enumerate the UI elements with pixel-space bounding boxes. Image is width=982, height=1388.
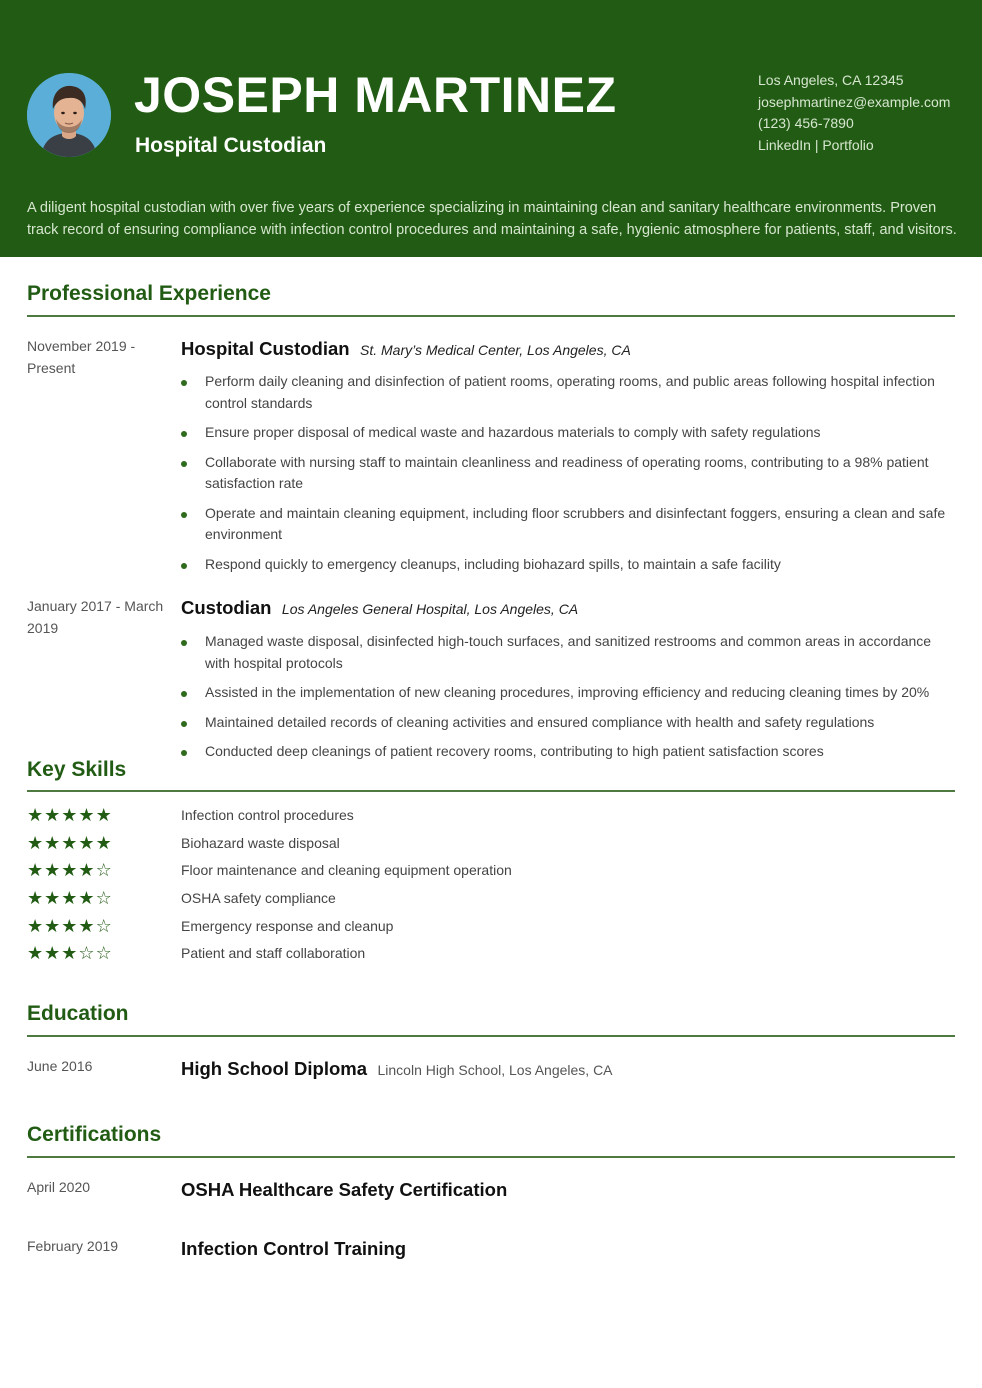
filled-star-icon: ★: [27, 832, 45, 853]
filled-star-icon: ★: [78, 805, 96, 825]
skill-name: Patient and staff collaboration: [181, 945, 366, 962]
contact-location: Los Angeles, CA 12345: [758, 72, 904, 88]
section-divider: [27, 315, 955, 317]
skill-row: [27, 833, 627, 861]
filled-star-icon: ★: [78, 860, 96, 881]
filled-star-icon: ★: [61, 943, 79, 964]
filled-star-icon: ★: [78, 888, 96, 909]
skill-name: Biohazard waste disposal: [181, 834, 340, 851]
empty-star-icon: ☆: [95, 860, 113, 881]
job-date: November 2019 - Present: [27, 338, 136, 376]
certifications-section-title: Certifications: [27, 1123, 162, 1146]
candidate-role: Hospital Custodian: [135, 134, 327, 157]
empty-star-icon: ☆: [95, 888, 113, 909]
filled-star-icon: ★: [27, 943, 45, 964]
list-item: Collaborate with nursing staff to maintain cleanliness and readiness of operating rooms, contributing to a 98% patient satisfaction rate: [181, 452, 946, 495]
filled-star-icon: ★: [44, 915, 62, 936]
section-divider: [27, 1035, 955, 1037]
skill-row: [27, 888, 627, 916]
filled-star-icon: ★: [61, 832, 79, 853]
skill-row: [27, 860, 627, 888]
filled-star-icon: ★: [44, 860, 62, 881]
filled-star-icon: ★: [95, 805, 113, 825]
filled-star-icon: ★: [44, 805, 62, 825]
certification-name: OSHA Healthcare Safety Certification: [181, 1179, 508, 1200]
filled-star-icon: ★: [78, 915, 96, 936]
degree-title: High School Diploma: [181, 1058, 368, 1079]
job-title: Custodian: [181, 597, 272, 618]
list-item: Maintained detailed records of cleaning activities and ensured compliance with health and safety regulations: [181, 712, 946, 734]
list-item: Respond quickly to emergency cleanups, including biohazard spills, to maintain a safe facility: [181, 554, 946, 576]
skill-name: Infection control procedures: [181, 807, 354, 823]
skill-name: OSHA safety compliance: [181, 890, 336, 907]
list-item: Perform daily cleaning and disinfection of patient rooms, operating rooms, and public areas following hospital infection control standards: [181, 371, 946, 414]
certification-date: April 2020: [27, 1179, 91, 1195]
star-rating: [27, 888, 113, 909]
filled-star-icon: ★: [61, 915, 79, 936]
skill-name: Floor maintenance and cleaning equipment operation: [181, 862, 512, 879]
filled-star-icon: ★: [44, 832, 62, 853]
job-bullets: [181, 371, 946, 583]
candidate-name: JOSEPH MARTINEZ: [134, 67, 617, 123]
person-portrait-icon: [27, 73, 111, 157]
job-heading: [181, 597, 578, 619]
education-section-title: Education: [27, 1002, 129, 1025]
education-heading: [181, 1058, 613, 1080]
empty-star-icon: ☆: [95, 943, 113, 964]
skill-row: [27, 916, 627, 944]
star-rating: [27, 805, 113, 826]
filled-star-icon: ★: [27, 915, 45, 936]
filled-star-icon: ★: [27, 888, 45, 909]
job-date: January 2017 - March 2019: [27, 598, 164, 636]
education-date: June 2016: [27, 1058, 93, 1074]
empty-star-icon: ☆: [78, 943, 96, 964]
contact-email[interactable]: josephmartinez@example.com: [758, 93, 951, 110]
contact-block: [758, 70, 950, 156]
star-rating: [27, 833, 113, 854]
star-rating: [27, 860, 113, 881]
resume-header: [0, 0, 982, 257]
list-item: Ensure proper disposal of medical waste and hazardous materials to comply with safety regulations: [181, 422, 946, 444]
filled-star-icon: ★: [61, 860, 79, 881]
section-divider: [27, 790, 955, 792]
filled-star-icon: ★: [44, 943, 62, 964]
contact-links[interactable]: LinkedIn | Portfolio: [758, 136, 874, 153]
filled-star-icon: ★: [61, 888, 79, 909]
profile-summary: A diligent hospital custodian with over five years of experience specializing in maintaining clean and sanitary healthcare environments. Proven track record of ensuring compliance with infection control procedures and maintaining a safe, hygienic atmosphere for patients, staff, and visitors.: [27, 200, 957, 238]
certification-name: Infection Control Training: [181, 1238, 407, 1259]
profile-photo: [27, 73, 111, 157]
star-rating: [27, 943, 113, 964]
filled-star-icon: ★: [95, 832, 113, 853]
skill-name: Emergency response and cleanup: [181, 917, 394, 934]
contact-phone: (123) 456-7890: [758, 115, 854, 131]
filled-star-icon: ★: [27, 860, 45, 881]
skill-row: [27, 943, 627, 971]
filled-star-icon: ★: [27, 805, 45, 825]
experience-section-title: Professional Experience: [27, 282, 271, 305]
section-divider: [27, 1156, 955, 1158]
skills-list: [27, 805, 627, 971]
list-item: Managed waste disposal, disinfected high-touch surfaces, and sanitized restrooms and common areas in accordance with hospital protocols: [181, 631, 946, 674]
job-organization: Los Angeles General Hospital, Los Angeles, CA: [281, 601, 579, 617]
star-rating: [27, 916, 113, 937]
list-item: Conducted deep cleanings of patient recovery rooms, contributing to high patient satisfaction scores: [181, 741, 946, 763]
skill-row: [27, 805, 627, 833]
filled-star-icon: ★: [44, 888, 62, 909]
job-organization: St. Mary’s Medical Center, Los Angeles, CA: [360, 342, 631, 358]
job-bullets: [181, 631, 946, 771]
school-name: Lincoln High School, Los Angeles, CA: [377, 1062, 613, 1078]
filled-star-icon: ★: [78, 832, 96, 853]
job-title: Hospital Custodian: [181, 338, 350, 359]
certification-date: February 2019: [27, 1238, 119, 1254]
filled-star-icon: ★: [61, 805, 79, 825]
list-item: Assisted in the implementation of new cleaning procedures, improving efficiency and reducing cleaning times by 20%: [181, 682, 946, 704]
skills-section-title: Key Skills: [27, 758, 127, 781]
job-heading: [181, 338, 631, 360]
list-item: Operate and maintain cleaning equipment, including floor scrubbers and disinfectant foggers, ensuring a clean and safe environment: [181, 503, 946, 546]
empty-star-icon: ☆: [95, 915, 113, 936]
